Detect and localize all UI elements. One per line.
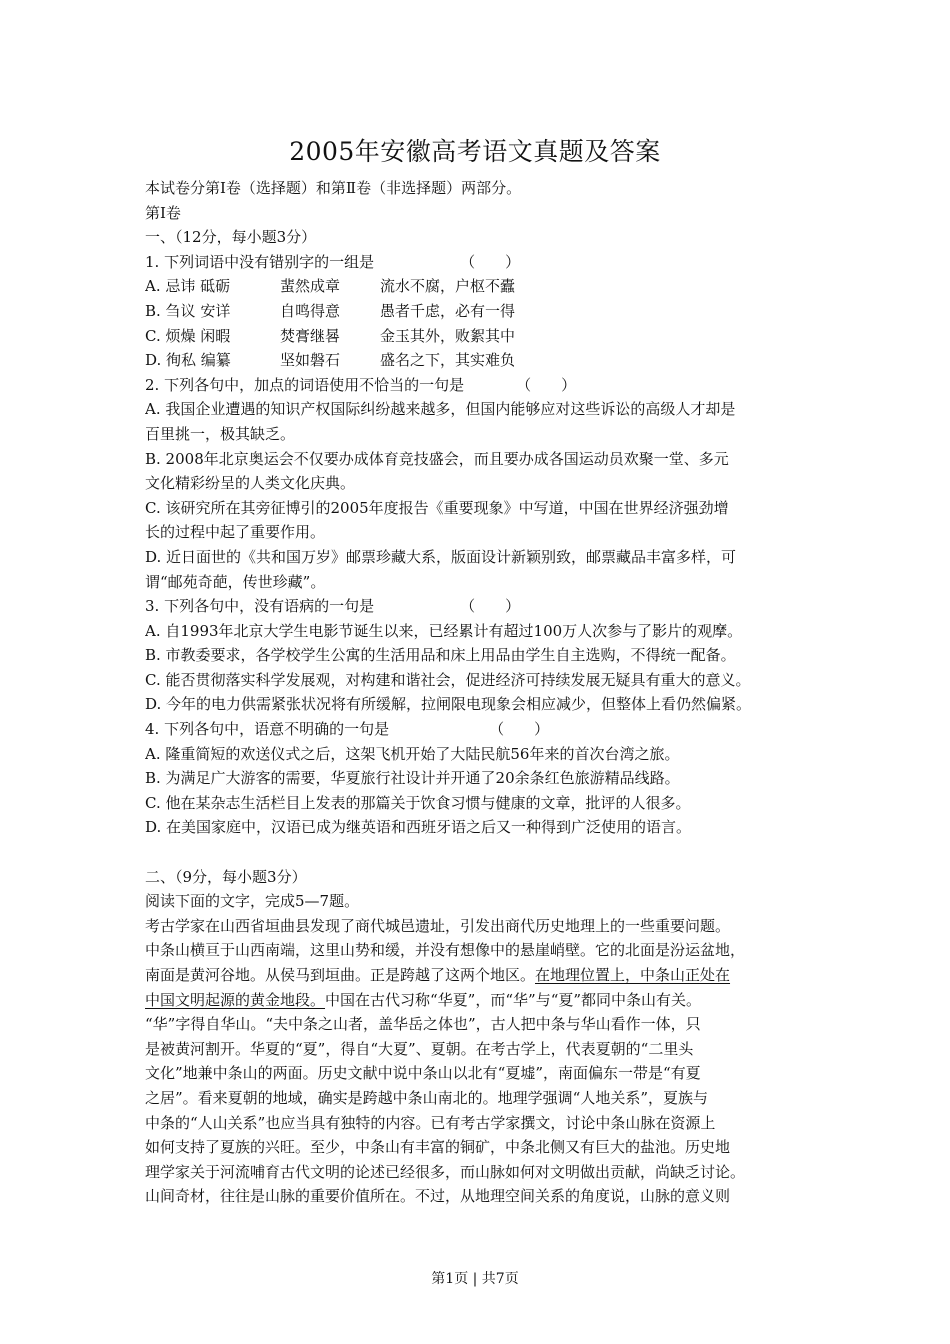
passage-line: 文化”地兼中条山的两面。历史文献中说中条山以北有“夏墟”，南面偏东一带是“有夏	[145, 1064, 701, 1083]
q4-line: C. 他在某杂志生活栏目上发表的那篇关于饮食习惯与健康的文章，批评的人很多。	[145, 793, 691, 812]
question-1-stem: 1. 下列词语中没有错别字的一组是 （ ）	[145, 252, 521, 271]
page-footer: 第1页 | 共7页	[431, 1271, 519, 1287]
answer-blank: （ ）	[460, 252, 521, 271]
passage-line: 中条的“人山关系”也应当具有独特的内容。已有考古学家撰文，讨论中条山脉在资源上	[145, 1113, 716, 1132]
spacer	[145, 840, 825, 865]
intro-text: 本试卷分第Ⅰ卷（选择题）和第Ⅱ卷（非选择题）两部分。	[145, 179, 522, 197]
q1-option-d: D. 徇私 编纂 坚如磐石 盛名之下，其实难负	[145, 351, 516, 370]
passage-line: 考古学家在山西省垣曲县发现了商代城邑遗址，引发出商代历史地理上的一些重要问题。	[145, 916, 731, 935]
passage-line: 如何支持了夏族的兴旺。至少，中条山有丰富的铜矿，中条北侧又有巨大的盐池。历史地	[145, 1138, 731, 1157]
q2-line: 百里挑一，极其缺乏。	[145, 424, 296, 443]
passage-line: 是被黄河割开。华夏的“夏”，得自“大夏”、夏朝。在考古学上，代表夏朝的“二里头	[145, 1039, 694, 1058]
q3-line: A. 自1993年北京大学生电影节诞生以来，已经累计有超过100万人次参与了影片的观摩。	[145, 621, 743, 640]
passage-line: 南面是黄河谷地。从侯马到垣曲。正是跨越了这两个地区。在地理位置上，中条山正处在	[145, 966, 731, 984]
answer-blank: （ ）	[489, 720, 550, 739]
q2-line: A. 我国企业遭遇的知识产权国际纠纷越来越多，但国内能够应对这些诉讼的高级人才却是	[145, 400, 736, 419]
q2-line: 谓“邮苑奇葩，传世珍藏”。	[145, 572, 326, 591]
passage-line: 理学家关于河流哺育古代文明的论述已经很多，而山脉如何对文明做出贡献，尚缺乏讨论。	[145, 1162, 746, 1181]
passage-line: 之居”。看来夏朝的地域，确实是跨越中条山南北的。地理学强调“人地关系”，夏族与	[145, 1088, 709, 1107]
q2-line: 长的过程中起了重要作用。	[145, 523, 326, 542]
document-body	[145, 176, 825, 1209]
q4-line: B. 为满足广大游客的需要，华夏旅行社设计并开通了20余条红色旅游精品线路。	[145, 769, 680, 788]
passage-line: “华”字得自华山。“夫中条之山者，盖华岳之体也”，古人把中条与华山看作一体，只	[145, 1015, 701, 1034]
question-2-stem: 2. 下列各句中，加点的词语使用不恰当的一句是 （ ）	[145, 375, 577, 394]
q2-line: C. 该研究所在其旁征博引的2005年度报告《重要现象》中写道，中国在世界经济强劲增	[145, 498, 729, 517]
q3-line: D. 今年的电力供需紧张状况将有所缓解，拉闸限电现象会相应减少，但整体上看仍然偏紧。	[145, 695, 752, 714]
passage-line: 山间奇材，往往是山脉的重要价值所在。不过，从地理空间关系的角度说，山脉的意义则	[145, 1187, 731, 1206]
document-title: 2005年安徽高考语文真题及答案	[289, 137, 661, 166]
answer-blank: （ ）	[460, 597, 521, 616]
q3-line: C. 能否贯彻落实科学发展观，对构建和谐社会，促进经济可持续发展无疑具有重大的意义。	[145, 670, 751, 689]
q4-line: A. 隆重简短的欢送仪式之后，这架飞机开始了大陆民航56年来的首次台湾之旅。	[145, 744, 680, 763]
underlined-sentence: 在地理位置上，中条山正处在	[535, 966, 731, 984]
q2-line: D. 近日面世的《共和国万岁》邮票珍藏大系，版面设计新颖别致，邮票藏品丰富多样，可	[145, 547, 737, 566]
q1-option-c: C. 烦燥 闲暇 焚膏继晷 金玉其外，败絮其中	[145, 326, 516, 345]
passage-line: 中国文明起源的黄金地段。中国在古代习称“华夏”，而“华”与“夏”都同中条山有关。	[145, 990, 702, 1009]
q2-line: 文化精彩纷呈的人类文化庆典。	[145, 474, 356, 493]
question-3-stem: 3. 下列各句中，没有语病的一句是 （ ）	[145, 597, 521, 616]
section2-heading: 二、（9分，每小题3分）	[145, 867, 307, 886]
q1-option-a: A. 忌讳 砥砺 蜚然成章 流水不腐，户枢不蠹	[145, 277, 516, 296]
passage-line: 中条山横亘于山西南端，这里山势和缓，并没有想像中的悬崖峭壁。它的北面是汾运盆地，	[145, 941, 746, 960]
question-4-stem: 4. 下列各句中，语意不明确的一句是 （ ）	[145, 720, 550, 739]
underlined-sentence: 中国文明起源的黄金地段。	[145, 990, 326, 1009]
q3-line: B. 市教委要求，各学校学生公寓的生活用品和床上用品由学生自主选购，不得统一配备。	[145, 646, 736, 665]
section1-heading: 一、（12分，每小题3分）	[145, 228, 317, 247]
section2-instruction: 阅读下面的文字，完成5—7题。	[145, 892, 360, 911]
volume-heading: 第Ⅰ卷	[145, 203, 181, 222]
answer-blank: （ ）	[516, 375, 577, 394]
q1-option-b: B. 刍议 安详 自鸣得意 愚者千虑，必有一得	[145, 301, 516, 320]
q2-line: B. 2008年北京奥运会不仅要办成体育竞技盛会，而且要办成各国运动员欢聚一堂、多元	[145, 449, 729, 468]
q4-line: D. 在美国家庭中，汉语已成为继英语和西班牙语之后又一种得到广泛使用的语言。	[145, 818, 692, 837]
